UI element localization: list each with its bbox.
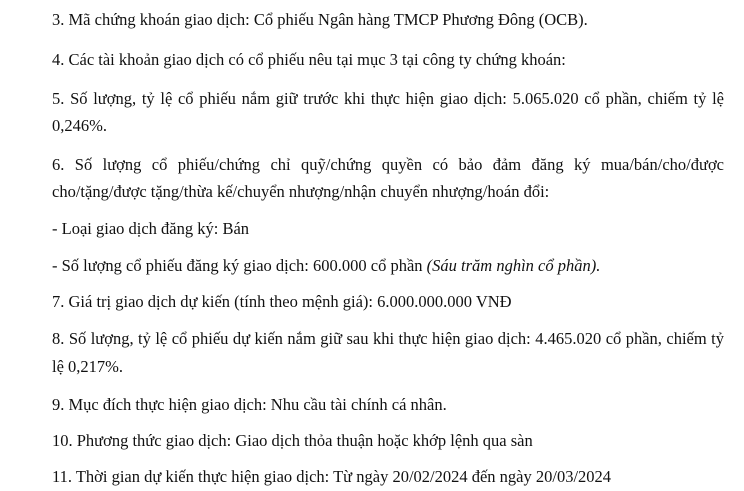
item-3-stock-code: 3. Mã chứng khoán giao dịch: Cổ phiếu Ngân hàng TMCP Phương Đông (OCB). — [52, 10, 588, 29]
item-6-transaction-type: - Loại giao dịch đăng ký: Bán — [52, 219, 250, 238]
item-10-method: 10. Phương thức giao dịch: Giao dịch thỏa thuận hoặc khớp lệnh qua sàn — [52, 431, 533, 450]
item-8-line-1: 8. Số lượng, tỷ lệ cổ phiếu dự kiến nắm giữ sau khi thực hiện giao dịch: 4.465.020 cổ phần, chiếm tỷ — [52, 329, 724, 348]
item-5-line-2: 0,246%. — [52, 116, 107, 135]
item-6-line-2: cho/tặng/được tặng/thừa kế/chuyển nhượng/nhận chuyển nhượng/hoán đổi: — [52, 182, 550, 201]
item-4-trading-accounts: 4. Các tài khoản giao dịch có cổ phiếu nêu tại mục 3 tại công ty chứng khoán: — [52, 50, 566, 69]
registered-quantity-text: - Số lượng cổ phiếu đăng ký giao dịch: 600.000 cổ phần — [52, 256, 427, 275]
item-6-registered-quantity — [52, 256, 724, 276]
item-5-line-1: 5. Số lượng, tỷ lệ cổ phiếu nắm giữ trước khi thực hiện giao dịch: 5.065.020 cổ phần, chiếm tỷ lệ — [52, 89, 724, 108]
item-11-expected-time: 11. Thời gian dự kiến thực hiện giao dịch: Từ ngày 20/02/2024 đến ngày 20/03/2024 — [52, 467, 612, 486]
item-8-line-2: lệ 0,217%. — [52, 357, 124, 376]
item-9-purpose: 9. Mục đích thực hiện giao dịch: Nhu cầu tài chính cá nhân. — [52, 395, 447, 414]
item-7-expected-value: 7. Giá trị giao dịch dự kiến (tính theo mệnh giá): 6.000.000.000 VNĐ — [52, 292, 512, 311]
registered-quantity-in-words: (Sáu trăm nghìn cổ phần). — [426, 256, 601, 275]
item-6-line-1: 6. Số lượng cổ phiếu/chứng chỉ quỹ/chứng quyền có bảo đảm đăng ký mua/bán/cho/được — [52, 155, 724, 174]
